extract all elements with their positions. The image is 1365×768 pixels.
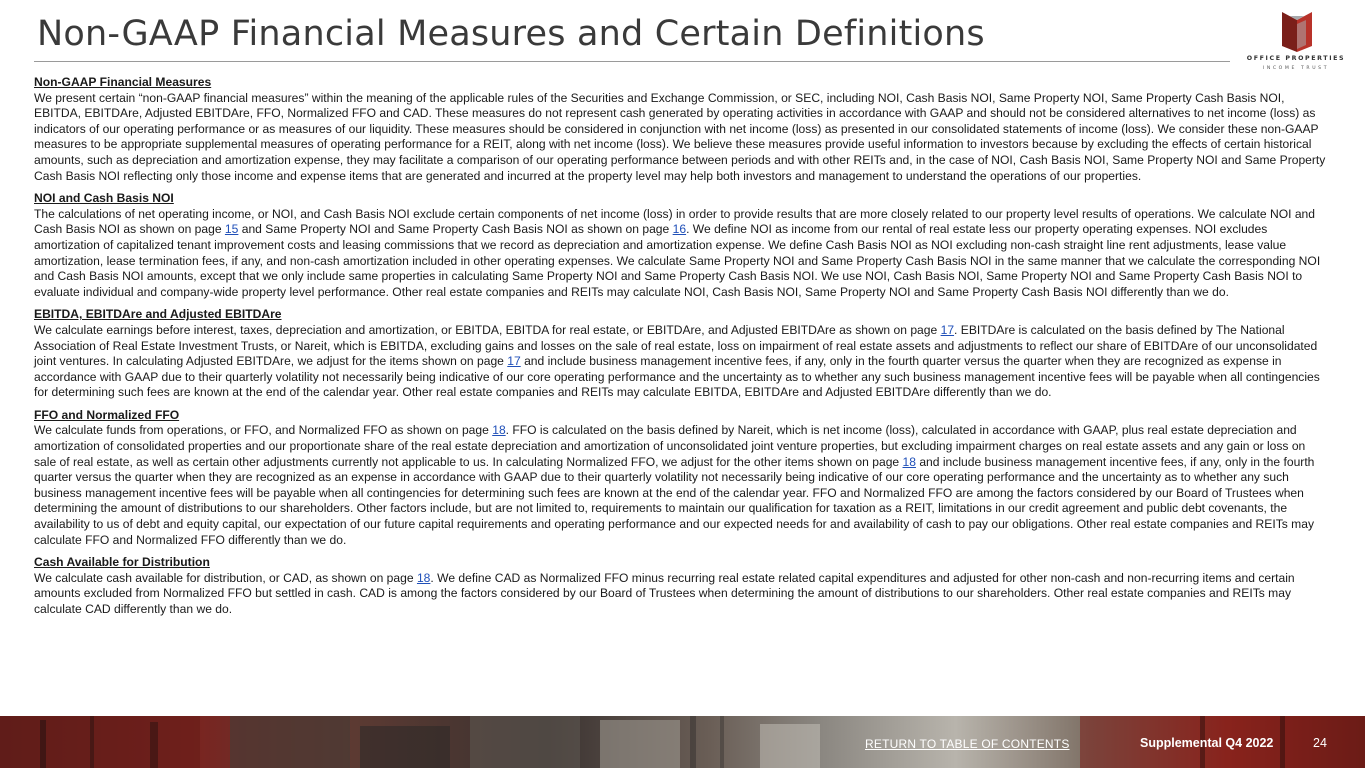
section-paragraph [34, 323, 1326, 401]
section-heading: Cash Available for Distribution [34, 555, 210, 570]
paragraph-text: and include business management incentive fees, if any, only in the fourth quarter versus the quarter when they are recognized as an expense in accordance with GAAP due to their quarterly volatility not necessarily being indicative of our core operating performance and the uncertainty as to whether any such business management incentive fees will be payable when all contingencies for determining such fees are known at the end of the calendar year. FFO and Normalized FFO are among the factors considered by our Board of Trustees when determining the amount of distributions to our shareholders. Other factors include, but are not limited to, requirements to maintain our qualification for taxation as a REIT, limitations in our credit agreement and public debt covenants, the availability to us of debt and equity capital, our expectation of our future capital requirements and operating performance and our expected needs for and availability of cash to pay our obligations. Other real estate companies and REITs may calculate FFO and Normalized FFO differently than we do. [34, 454, 1315, 547]
supplemental-label: Supplemental Q4 2022 [1140, 736, 1274, 750]
paragraph-text: The calculations of net operating income, or NOI, and Cash Basis NOI exclude certain components of net income (loss) in order to provide results that are more closely related to our property level results of operations. We calculate NOI and Cash Basis NOI as shown on page [34, 206, 1315, 237]
logo-tagline: INCOME TRUST [1262, 66, 1330, 71]
section-non-gaap [34, 75, 1326, 184]
section-heading: NOI and Cash Basis NOI [34, 191, 174, 206]
paragraph-text: We calculate earnings before interest, taxes, depreciation and amortization, or EBITDA, EBITDA for real estate, or EBITDAre, and Adjusted EBITDAre as shown on page [34, 322, 941, 337]
paragraph-text: and Same Property NOI and Same Property Cash Basis NOI as shown on page [238, 222, 673, 237]
page-number: 24 [1313, 736, 1327, 750]
paragraph-text: . FFO is calculated on the basis defined by Nareit, which is net income (loss), calculated in accordance with GAAP, plus real estate depreciation and amortization of consolidated properties and our proportionate share of the real estate depreciation and amortization of unconsolidated joint venture properties, but excluding impairment charges on real estate assets and any gain or loss on sale of real estate, as well as certain other adjustments currently not applicable to us. In calculating Normalized FFO, we adjust for the other items shown on page [34, 423, 1306, 469]
page-link[interactable]: 18 [492, 423, 506, 438]
section-paragraph: We present certain “non-GAAP financial measures” within the meaning of the applicable rules of the Securities and Exchange Commission, or SEC, including NOI, Cash Basis NOI, Same Property NOI, Same Property Cash Basis NOI, EBITDA, EBITDAre, Adjusted EBITDAre, FFO, Normalized FFO and CAD. These measures do not represent cash generated by operating activities in accordance with GAAP and should not be considered alternatives to net income (loss) as indicators of our operating performance or as measures of our liquidity. These measures should be considered in conjunction with net income (loss) as presented in our consolidated statements of income (loss). We consider these non-GAAP measures to be appropriate supplemental measures of operating performance for a REIT, along with net income (loss). We believe these measures provide useful information to investors because by excluding the effects of certain historical amounts, such as depreciation and amortization expense, they may facilitate a comparison of our operating performance between periods and with other REITs and, in the case of NOI, Cash Basis NOI, Same Property NOI and Same Property Cash Basis NOI reflecting only those income and expense items that are generated and incurred at the property level may help both investors and management to understand the operations of our properties. [34, 90, 1326, 183]
office-properties-logo-icon [1282, 12, 1312, 52]
definitions-body [34, 75, 1326, 625]
section-cad [34, 555, 1326, 617]
page-link[interactable]: 17 [507, 354, 521, 369]
return-to-toc-link[interactable]: RETURN TO TABLE OF CONTENTS [865, 737, 1070, 751]
page-link[interactable]: 16 [672, 222, 687, 237]
paragraph-text: We calculate funds from operations, or FFO, and Normalized FFO as shown on page [34, 423, 493, 438]
paragraph-text: and include business management incentive fees, if any, only in the fourth quarter versus the quarter when they are recognized as expense in accordance with GAAP due to their quarterly volatility not necessarily being indicative of our core operating performance and the uncertainty as to whether any such business management incentive fees will be payable when all contingencies for determining such fees are known at the end of the calendar year. Other real estate companies and REITs may calculate EBITDA, EBITDAre and Adjusted EBITDAre differently than we do. [34, 354, 1320, 400]
page-link[interactable]: 18 [902, 454, 916, 469]
section-paragraph [34, 423, 1326, 548]
section-paragraph [34, 571, 1326, 618]
paragraph-text: . We define NOI as income from our rental of real estate less our property operating expenses. NOI excludes amortization of capitalized tenant improvement costs and leasing commissions that we record as depreciation and amortization expense. We define Cash Basis NOI as NOI excluding non-cash straight line rent adjustments, lease value amortization, lease termination fees, if any, and non-cash amortization included in other operating expenses. We calculate Same Property NOI and Same Property Cash Basis NOI in the same manner that we calculate the corresponding NOI and Cash Basis NOI amounts, except that we only include same properties in calculating Same Property NOI and Same Property Cash Basis NOI. We use NOI, Cash Basis NOI, Same Property NOI and Same Property Cash Basis NOI to evaluate individual and company-wide property level performance. Other real estate companies and REITs may calculate NOI, Cash Basis NOI, Same Property NOI and Same Property Cash Basis NOI differently than we do. [34, 222, 1321, 299]
page-link[interactable]: 18 [416, 570, 431, 585]
logo-wordmark: OFFICE PROPERTIES [1246, 55, 1346, 62]
section-paragraph [34, 207, 1326, 301]
section-heading: EBITDA, EBITDAre and Adjusted EBITDAre [34, 307, 282, 322]
section-heading: FFO and Normalized FFO [34, 407, 180, 422]
paragraph-text: We calculate cash available for distribution, or CAD, as shown on page [34, 570, 417, 585]
section-ffo [34, 408, 1326, 548]
section-heading: Non-GAAP Financial Measures [34, 75, 212, 89]
title-divider [34, 61, 1230, 62]
footer-banner [0, 716, 1365, 768]
section-noi [34, 191, 1326, 300]
page-link[interactable]: 15 [224, 222, 239, 237]
page-link[interactable]: 17 [940, 322, 955, 337]
page-title: Non-GAAP Financial Measures and Certain Definitions [37, 14, 985, 54]
company-logo [1240, 12, 1352, 74]
paragraph-text: . We define CAD as Normalized FFO minus recurring real estate related capital expenditures and adjusted for other non-cash and non-recurring items and certain amounts excluded from Normalized FFO but settled in cash. CAD is among the factors considered by our Board of Trustees when determining the amount of distributions to our shareholders. Other real estate companies and REITs may calculate CAD differently than we do. [34, 570, 1295, 616]
paragraph-text: . EBITDAre is calculated on the basis defined by The National Association of Real Estate Investment Trusts, or Nareit, which is EBITDA, excluding gains and losses on the sale of real estate, loss on impairment of real estate assets and adjustments to reflect our share of EBITDAre of our unconsolidated joint ventures. In calculating Adjusted EBITDAre, we adjust for the items shown on page [34, 322, 1318, 369]
section-ebitda [34, 307, 1326, 401]
